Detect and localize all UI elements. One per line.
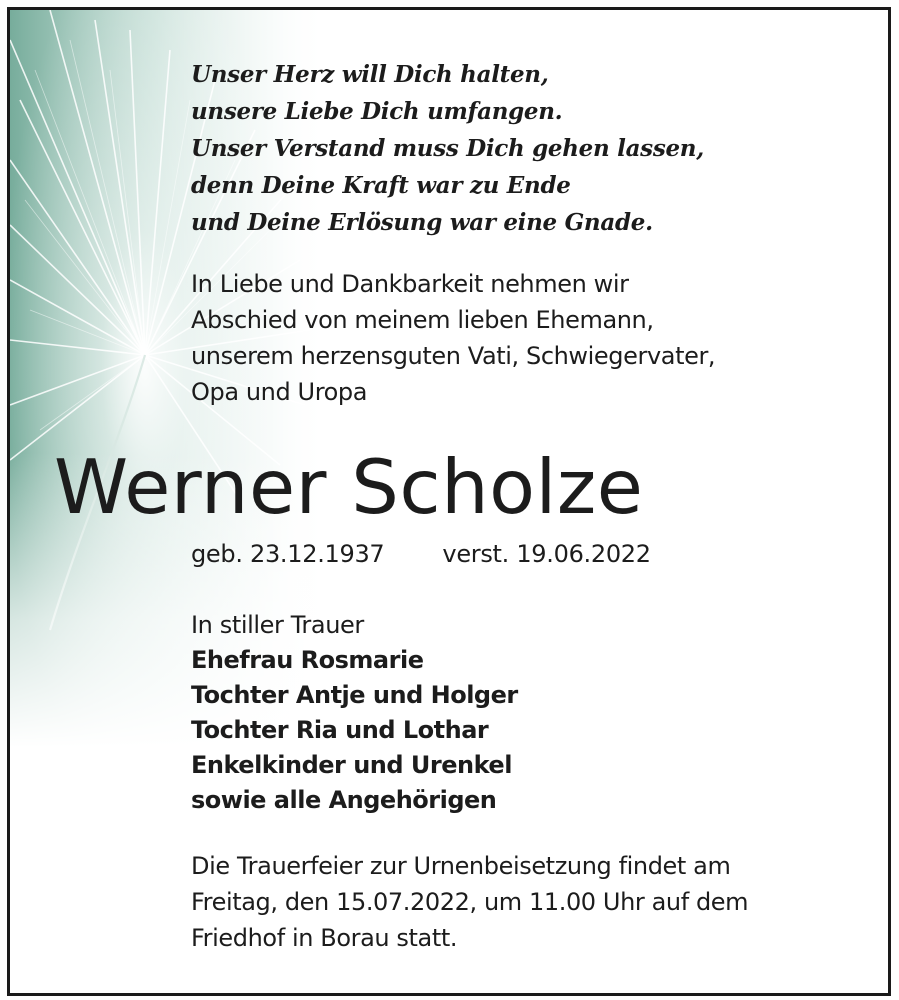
obituary-frame: [7, 7, 891, 996]
intro-line: In Liebe und Dankbarkeit nehmen wir: [191, 270, 629, 298]
poem-line: denn Deine Kraft war zu Ende: [191, 172, 571, 199]
mourner-entry: Enkelkinder und Urenkel: [191, 751, 512, 779]
birth-date: geb. 23.12.1937: [191, 540, 385, 568]
intro-line: Abschied von meinem lieben Ehemann,: [191, 306, 654, 334]
deceased-name: Werner Scholze: [54, 443, 644, 531]
service-line: Friedhof in Borau statt.: [191, 924, 458, 952]
mourner-entry: Tochter Ria und Lothar: [191, 716, 489, 744]
mourner-entry: Tochter Antje und Holger: [191, 681, 518, 709]
service-notice: [191, 848, 748, 956]
service-line: Freitag, den 15.07.2022, um 11.00 Uhr auf dem: [191, 888, 749, 916]
mourners-label: In stiller Trauer: [191, 611, 364, 639]
poem-line: und Deine Erlösung war eine Gnade.: [191, 209, 653, 236]
death-date: verst. 19.06.2022: [442, 540, 651, 568]
mourner-entry: sowie alle Angehörigen: [191, 786, 497, 814]
intro-line: unserem herzensguten Vati, Schwiegervater,: [191, 342, 716, 370]
poem-line: Unser Herz will Dich halten,: [191, 61, 549, 88]
life-dates: [191, 536, 651, 572]
poem-line: Unser Verstand muss Dich gehen lassen,: [191, 135, 704, 162]
intro-text: [191, 266, 715, 410]
poem-line: unsere Liebe Dich umfangen.: [191, 98, 563, 125]
service-line: Die Trauerfeier zur Urnenbeisetzung findet am: [191, 852, 731, 880]
mourner-entry: Ehefrau Rosmarie: [191, 646, 424, 674]
intro-line: Opa und Uropa: [191, 378, 368, 406]
mourners-list: [191, 643, 518, 818]
memorial-poem: [191, 56, 704, 241]
